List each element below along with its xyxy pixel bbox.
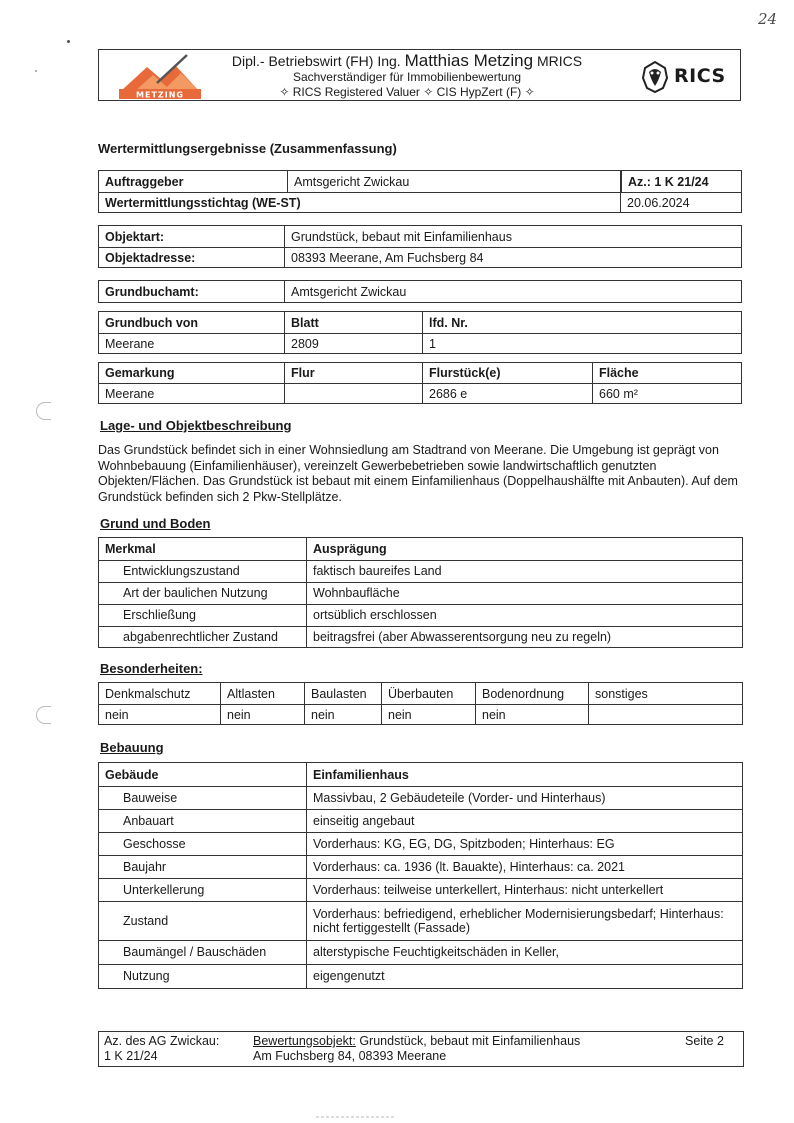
scan-speck — [35, 70, 37, 72]
parcel-header: Gemarkung — [99, 363, 285, 383]
letterhead — [98, 49, 741, 101]
footer-ref-label: Az. des AG Zwickau: — [104, 1034, 220, 1048]
land-register-value: 2809 — [285, 333, 423, 354]
letterhead-text — [227, 52, 587, 100]
building-value: Vorderhaus: befriedigend, erheblicher Modernisierungsbedarf; Hinterhaus: nicht fertiggestellt (Fassade) — [313, 906, 724, 935]
ground-feature: Erschließung — [99, 604, 307, 626]
page-footer — [98, 1031, 744, 1067]
letterhead-credentials: ✧ RICS Registered Valuer ✧ CIS HypZert (F) ✧ — [279, 85, 535, 99]
special-value: nein — [305, 704, 382, 725]
land-register-table — [98, 311, 742, 354]
letterhead-profession: Sachverständiger für Immobilienbewertung — [292, 70, 522, 84]
building-value: Vorderhaus: teilweise unterkellert, Hinterhaus: nicht unterkellert — [313, 882, 664, 897]
handwritten-page-number: 24 — [758, 10, 778, 28]
ground-value: Wohnbaufläche — [313, 586, 400, 600]
building-header-type: Einfamilienhaus — [313, 767, 409, 782]
client-table — [98, 170, 742, 213]
building-value: Massivbau, 2 Gebäudeteile (Vorder- und Hinterhaus) — [313, 790, 606, 805]
footer-object-address: Am Fuchsberg 84, 08393 Meerane — [253, 1049, 447, 1063]
building-heading: Bebauung — [100, 740, 164, 755]
special-header: Bodenordnung — [476, 683, 589, 704]
special-header: Denkmalschutz — [99, 683, 221, 704]
land-registry-office-label: Grundbuchamt: — [99, 281, 285, 302]
parcel-header: Flurstück(e) — [423, 363, 593, 383]
special-value: nein — [221, 704, 305, 725]
ground-value: faktisch baureifes Land — [313, 564, 442, 578]
case-reference: Az.: 1 K 21/24 — [621, 171, 741, 192]
special-header: Altlasten — [221, 683, 305, 704]
footer-object-text: Grundstück, bebaut mit Einfamilienhaus — [359, 1034, 581, 1048]
footer-ref-number: 1 K 21/24 — [104, 1049, 158, 1063]
logo-text: METZING — [136, 90, 184, 99]
building-feature: Zustand — [99, 901, 307, 940]
building-feature: Nutzung — [99, 964, 307, 988]
special-value: nein — [382, 704, 476, 725]
building-table — [98, 762, 743, 989]
land-register-header: Blatt — [285, 312, 423, 333]
ground-heading: Grund und Boden — [100, 516, 211, 531]
building-feature: Unterkellerung — [99, 878, 307, 901]
footer-page-number: Seite 2 — [685, 1034, 724, 1048]
object-type-label: Objektart: — [99, 226, 285, 247]
punch-hole-mark — [36, 402, 51, 420]
valuation-date-label: Wertermittlungsstichtag (WE-ST) — [99, 192, 621, 213]
client-label: Auftraggeber — [99, 171, 288, 192]
special-header: Überbauten — [382, 683, 476, 704]
special-header: Baulasten — [305, 683, 382, 704]
building-value: eigengenutzt — [313, 969, 385, 983]
ground-feature: Entwicklungszustand — [99, 560, 307, 582]
parcel-value: Meerane — [99, 383, 285, 404]
letterhead-name: Matthias Metzing — [404, 51, 534, 70]
special-header: sonstiges — [595, 686, 648, 701]
building-feature: Anbauart — [99, 809, 307, 832]
ground-feature: abgabenrechtlicher Zustand — [99, 626, 307, 648]
ground-value: ortsüblich erschlossen — [313, 608, 437, 622]
building-header-label: Gebäude — [99, 763, 307, 786]
metzing-logo — [117, 53, 203, 99]
building-value: alterstypische Feuchtigkeitschäden in Keller, — [313, 945, 559, 959]
building-value: einseitig angebaut — [313, 813, 415, 828]
client-value: Amtsgericht Zwickau — [288, 171, 621, 192]
land-register-value: Meerane — [99, 333, 285, 354]
special-value: nein — [99, 704, 221, 725]
land-registry-office-table — [98, 280, 742, 303]
valuation-date-value: 20.06.2024 — [627, 195, 690, 210]
ground-value: beitragsfrei (aber Abwasserentsorgung neu zu regeln) — [313, 630, 612, 644]
footer-object-label: Bewertungsobjekt: — [253, 1034, 356, 1048]
object-type-value: Grundstück, bebaut mit Einfamilienhaus — [291, 229, 512, 244]
special-value — [589, 704, 742, 725]
land-register-header: lfd. Nr. — [429, 315, 468, 330]
building-feature: Baumängel / Bauschäden — [99, 940, 307, 964]
special-heading: Besonderheiten: — [100, 661, 203, 676]
scan-speck — [67, 40, 70, 43]
rics-lion-icon — [639, 60, 671, 94]
land-registry-office-value: Amtsgericht Zwickau — [291, 284, 407, 299]
land-register-value: 1 — [429, 336, 436, 351]
parcel-value — [285, 383, 423, 404]
letterhead-name-line — [227, 52, 587, 70]
punch-hole-mark — [36, 706, 51, 724]
parcel-header: Fläche — [599, 366, 639, 380]
letterhead-prefix: Dipl.- Betriebswirt (FH) Ing. — [231, 53, 401, 69]
building-feature: Baujahr — [99, 855, 307, 878]
special-value: nein — [476, 704, 589, 725]
parcel-value: 660 m² — [599, 386, 638, 401]
ground-feature: Art der baulichen Nutzung — [99, 582, 307, 604]
building-value: Vorderhaus: KG, EG, DG, Spitzboden; Hinterhaus: EG — [313, 836, 615, 851]
ground-header-value: Ausprägung — [313, 542, 387, 556]
object-address-label: Objektadresse: — [99, 247, 285, 268]
scan-artifact-line — [316, 1114, 396, 1120]
page-title: Wertermittlungsergebnisse (Zusammenfassung) — [98, 141, 397, 156]
land-register-header: Grundbuch von — [99, 312, 285, 333]
parcel-header: Flur — [285, 363, 423, 383]
object-table — [98, 225, 742, 268]
building-feature: Geschosse — [99, 832, 307, 855]
parcel-table — [98, 362, 742, 404]
building-value: Vorderhaus: ca. 1936 (lt. Bauakte), Hinterhaus: ca. 2021 — [313, 859, 625, 874]
location-description: Das Grundstück befindet sich in einer Wohnsiedlung am Stadtrand von Meerane. Die Umgebung ist geprägt von Wohnbebauung (Einfamilienhäuser), vereinzelt Gewerbebetrieben sowie landwirtschaftlich genutzten Objekten/Flächen. Das Grundstück ist bebaut mit einem Einfamilienhaus (Doppelhaushälfte mit Anbauten). Auf dem Grundstück befinden sich 2 Pkw-Stellplätze. — [98, 443, 738, 504]
special-table — [98, 682, 743, 725]
ground-header-feature: Merkmal — [99, 538, 307, 560]
object-address-value: 08393 Meerane, Am Fuchsberg 84 — [291, 250, 484, 265]
parcel-value: 2686 e — [423, 383, 593, 404]
rics-logo — [639, 60, 734, 94]
footer-object-line1 — [253, 1034, 580, 1048]
building-feature: Bauweise — [99, 786, 307, 809]
ground-table — [98, 537, 743, 648]
letterhead-suffix: MRICS — [536, 53, 583, 69]
rics-label: RICS — [674, 65, 726, 87]
location-heading: Lage- und Objektbeschreibung — [100, 418, 292, 433]
